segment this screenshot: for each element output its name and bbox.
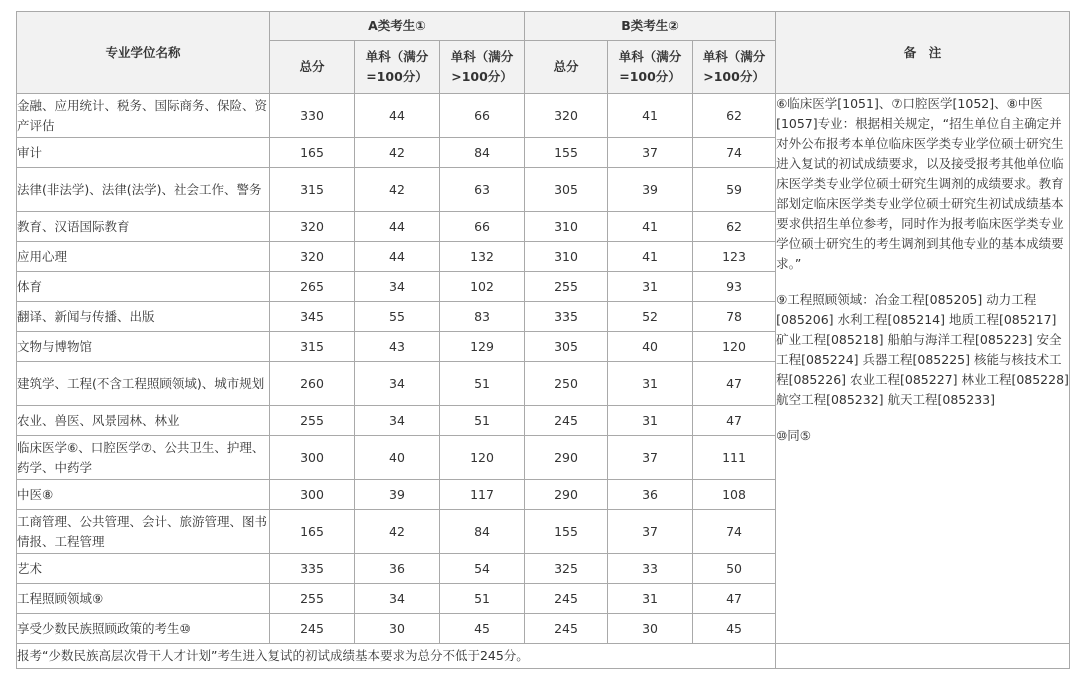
score-cell-a-total: 335 [270,554,355,584]
score-cell-b-s1: 40 [608,332,693,362]
score-cell-a-total: 165 [270,510,355,554]
remark-n1: ⑥临床医学[1051]、⑦口腔医学[1052]、⑧中医[1057]专业：根据相关规定，“招生单位自主确定并对外公布报考本单位临床医学类专业学位硕士研究生进入复试的初试成绩要求，以及接受报考其他单位临床医学类专业学位硕士研究生调剂的成绩要求。教育部划定临床医学类专业学位硕士研究生初试成绩基本要求供招生单位参考，同时作为报考临床医学类专业学位硕士研究生的考生调剂到其他专业的基本成绩要求。” [776,96,1064,271]
major-name-cell: 金融、应用统计、税务、国际商务、保险、资产评估 [17,94,270,138]
score-cell-b-s2: 47 [693,584,776,614]
major-name-cell: 临床医学⑥、口腔医学⑦、公共卫生、护理、药学、中药学 [17,436,270,480]
score-cell-b-s2: 111 [693,436,776,480]
header-remarks: 备 注 [776,12,1070,94]
header-group-a: A类考生① [270,12,525,41]
score-cell-b-s1: 36 [608,480,693,510]
score-cell-b-total: 305 [525,332,608,362]
score-cell-a-s2: 66 [440,94,525,138]
major-name-cell: 文物与博物馆 [17,332,270,362]
score-cell-b-s2: 78 [693,302,776,332]
score-cell-a-s1: 30 [355,614,440,644]
score-cell-b-s1: 37 [608,510,693,554]
score-cell-b-total: 155 [525,138,608,168]
major-name-cell: 艺术 [17,554,270,584]
header-b-single-gt100: 单科（满分>100分） [693,41,776,94]
score-cell-b-s1: 31 [608,406,693,436]
score-cell-b-s1: 37 [608,436,693,480]
score-cell-b-total: 255 [525,272,608,302]
score-cell-a-s2: 51 [440,362,525,406]
score-cell-a-s2: 51 [440,406,525,436]
footer-empty-cell [776,644,1070,669]
score-cell-a-s1: 43 [355,332,440,362]
header-a-single-gt100: 单科（满分>100分） [440,41,525,94]
score-cell-a-s2: 132 [440,242,525,272]
score-cell-a-s1: 42 [355,138,440,168]
score-cell-a-s2: 129 [440,332,525,362]
major-name-cell: 应用心理 [17,242,270,272]
score-cell-b-s2: 74 [693,510,776,554]
score-cell-a-total: 255 [270,584,355,614]
score-cell-b-s2: 62 [693,94,776,138]
score-cell-b-s2: 47 [693,362,776,406]
score-cell-b-total: 290 [525,480,608,510]
score-cell-b-s2: 93 [693,272,776,302]
score-cell-a-s2: 51 [440,584,525,614]
score-cell-a-total: 265 [270,272,355,302]
score-cell-a-total: 255 [270,406,355,436]
header-group-b: B类考生② [525,12,776,41]
header-major: 专业学位名称 [17,12,270,94]
score-cell-a-s2: 120 [440,436,525,480]
score-cell-a-s1: 34 [355,406,440,436]
score-cell-b-total: 250 [525,362,608,406]
score-cell-a-s2: 84 [440,510,525,554]
score-cell-b-s1: 31 [608,362,693,406]
footer-row [17,644,1070,669]
major-name-cell: 工商管理、公共管理、会计、旅游管理、图书情报、工程管理 [17,510,270,554]
score-cell-b-s2: 74 [693,138,776,168]
score-cell-a-s2: 63 [440,168,525,212]
score-cell-b-total: 290 [525,436,608,480]
score-cell-b-s1: 41 [608,242,693,272]
major-name-cell: 体育 [17,272,270,302]
score-cell-b-total: 245 [525,614,608,644]
score-cell-a-total: 315 [270,332,355,362]
score-cell-a-s2: 117 [440,480,525,510]
score-cell-a-s2: 102 [440,272,525,302]
score-cell-b-total: 320 [525,94,608,138]
major-name-cell: 享受少数民族照顾政策的考生⑩ [17,614,270,644]
score-cell-b-s1: 31 [608,272,693,302]
score-cell-b-s2: 45 [693,614,776,644]
score-cell-a-total: 245 [270,614,355,644]
score-cell-a-s1: 42 [355,510,440,554]
score-cell-a-total: 165 [270,138,355,168]
score-cell-b-s2: 62 [693,212,776,242]
score-cell-b-s1: 52 [608,302,693,332]
score-cell-a-s1: 42 [355,168,440,212]
score-cell-a-total: 300 [270,436,355,480]
score-cell-b-s1: 31 [608,584,693,614]
score-cell-a-s1: 39 [355,480,440,510]
score-cell-b-s1: 39 [608,168,693,212]
score-table [16,11,1070,669]
score-cell-a-s2: 45 [440,614,525,644]
major-name-cell: 建筑学、工程(不含工程照顾领域)、城市规划 [17,362,270,406]
score-cell-a-s1: 44 [355,212,440,242]
header-b-single-100: 单科（满分=100分） [608,41,693,94]
score-cell-b-s2: 108 [693,480,776,510]
score-cell-a-s1: 34 [355,362,440,406]
score-cell-a-total: 320 [270,242,355,272]
score-cell-b-s1: 30 [608,614,693,644]
score-cell-b-total: 245 [525,584,608,614]
score-cell-b-total: 310 [525,242,608,272]
major-name-cell: 农业、兽医、风景园林、林业 [17,406,270,436]
score-cell-a-s1: 36 [355,554,440,584]
score-cell-b-total: 305 [525,168,608,212]
score-cell-a-s1: 55 [355,302,440,332]
header-a-total: 总分 [270,41,355,94]
score-cell-b-s1: 37 [608,138,693,168]
score-cell-a-s2: 66 [440,212,525,242]
score-cell-b-s1: 41 [608,212,693,242]
remarks-cell [776,94,1070,644]
score-cell-a-s1: 44 [355,242,440,272]
score-cell-a-total: 320 [270,212,355,242]
major-name-cell: 教育、汉语国际教育 [17,212,270,242]
major-name-cell: 审计 [17,138,270,168]
score-cell-b-s1: 33 [608,554,693,584]
score-cell-a-s1: 44 [355,94,440,138]
table-row [17,94,1070,138]
major-name-cell: 中医⑧ [17,480,270,510]
score-cell-b-total: 155 [525,510,608,554]
score-cell-a-s2: 84 [440,138,525,168]
score-cell-b-total: 310 [525,212,608,242]
score-cell-b-s1: 41 [608,94,693,138]
score-cell-a-total: 345 [270,302,355,332]
score-cell-b-total: 335 [525,302,608,332]
score-cell-a-s2: 54 [440,554,525,584]
major-name-cell: 翻译、新闻与传播、出版 [17,302,270,332]
score-cell-a-total: 300 [270,480,355,510]
score-cell-b-s2: 50 [693,554,776,584]
score-cell-b-total: 325 [525,554,608,584]
score-cell-a-total: 260 [270,362,355,406]
remark-n3: ⑩同⑤ [776,428,811,443]
footer-note: 报考“少数民族高层次骨干人才计划”考生进入复试的初试成绩基本要求为总分不低于245分。 [17,644,776,669]
score-cell-b-total: 245 [525,406,608,436]
score-cell-a-s2: 83 [440,302,525,332]
score-cell-a-total: 315 [270,168,355,212]
major-name-cell: 法律(非法学)、法律(法学)、社会工作、警务 [17,168,270,212]
score-cell-a-s1: 34 [355,272,440,302]
score-cell-b-s2: 47 [693,406,776,436]
remark-n2: ⑨工程照顾领域：冶金工程[085205] 动力工程[085206] 水利工程[085214] 地质工程[085217] 矿业工程[085218] 船舶与海洋工程[085223] 安全工程[085224] 兵器工程[085225] 核能与核技术工程[085226] 农业工程[085227] 林业工程[085228] 航空工程[085232] 航天工程[085233] [776,292,1069,407]
score-cell-b-s2: 120 [693,332,776,362]
major-name-cell: 工程照顾领域⑨ [17,584,270,614]
score-cell-b-s2: 123 [693,242,776,272]
header-b-total: 总分 [525,41,608,94]
score-cell-a-s1: 40 [355,436,440,480]
score-cell-a-s1: 34 [355,584,440,614]
score-cell-b-s2: 59 [693,168,776,212]
score-cell-a-total: 330 [270,94,355,138]
header-a-single-100: 单科（满分=100分） [355,41,440,94]
